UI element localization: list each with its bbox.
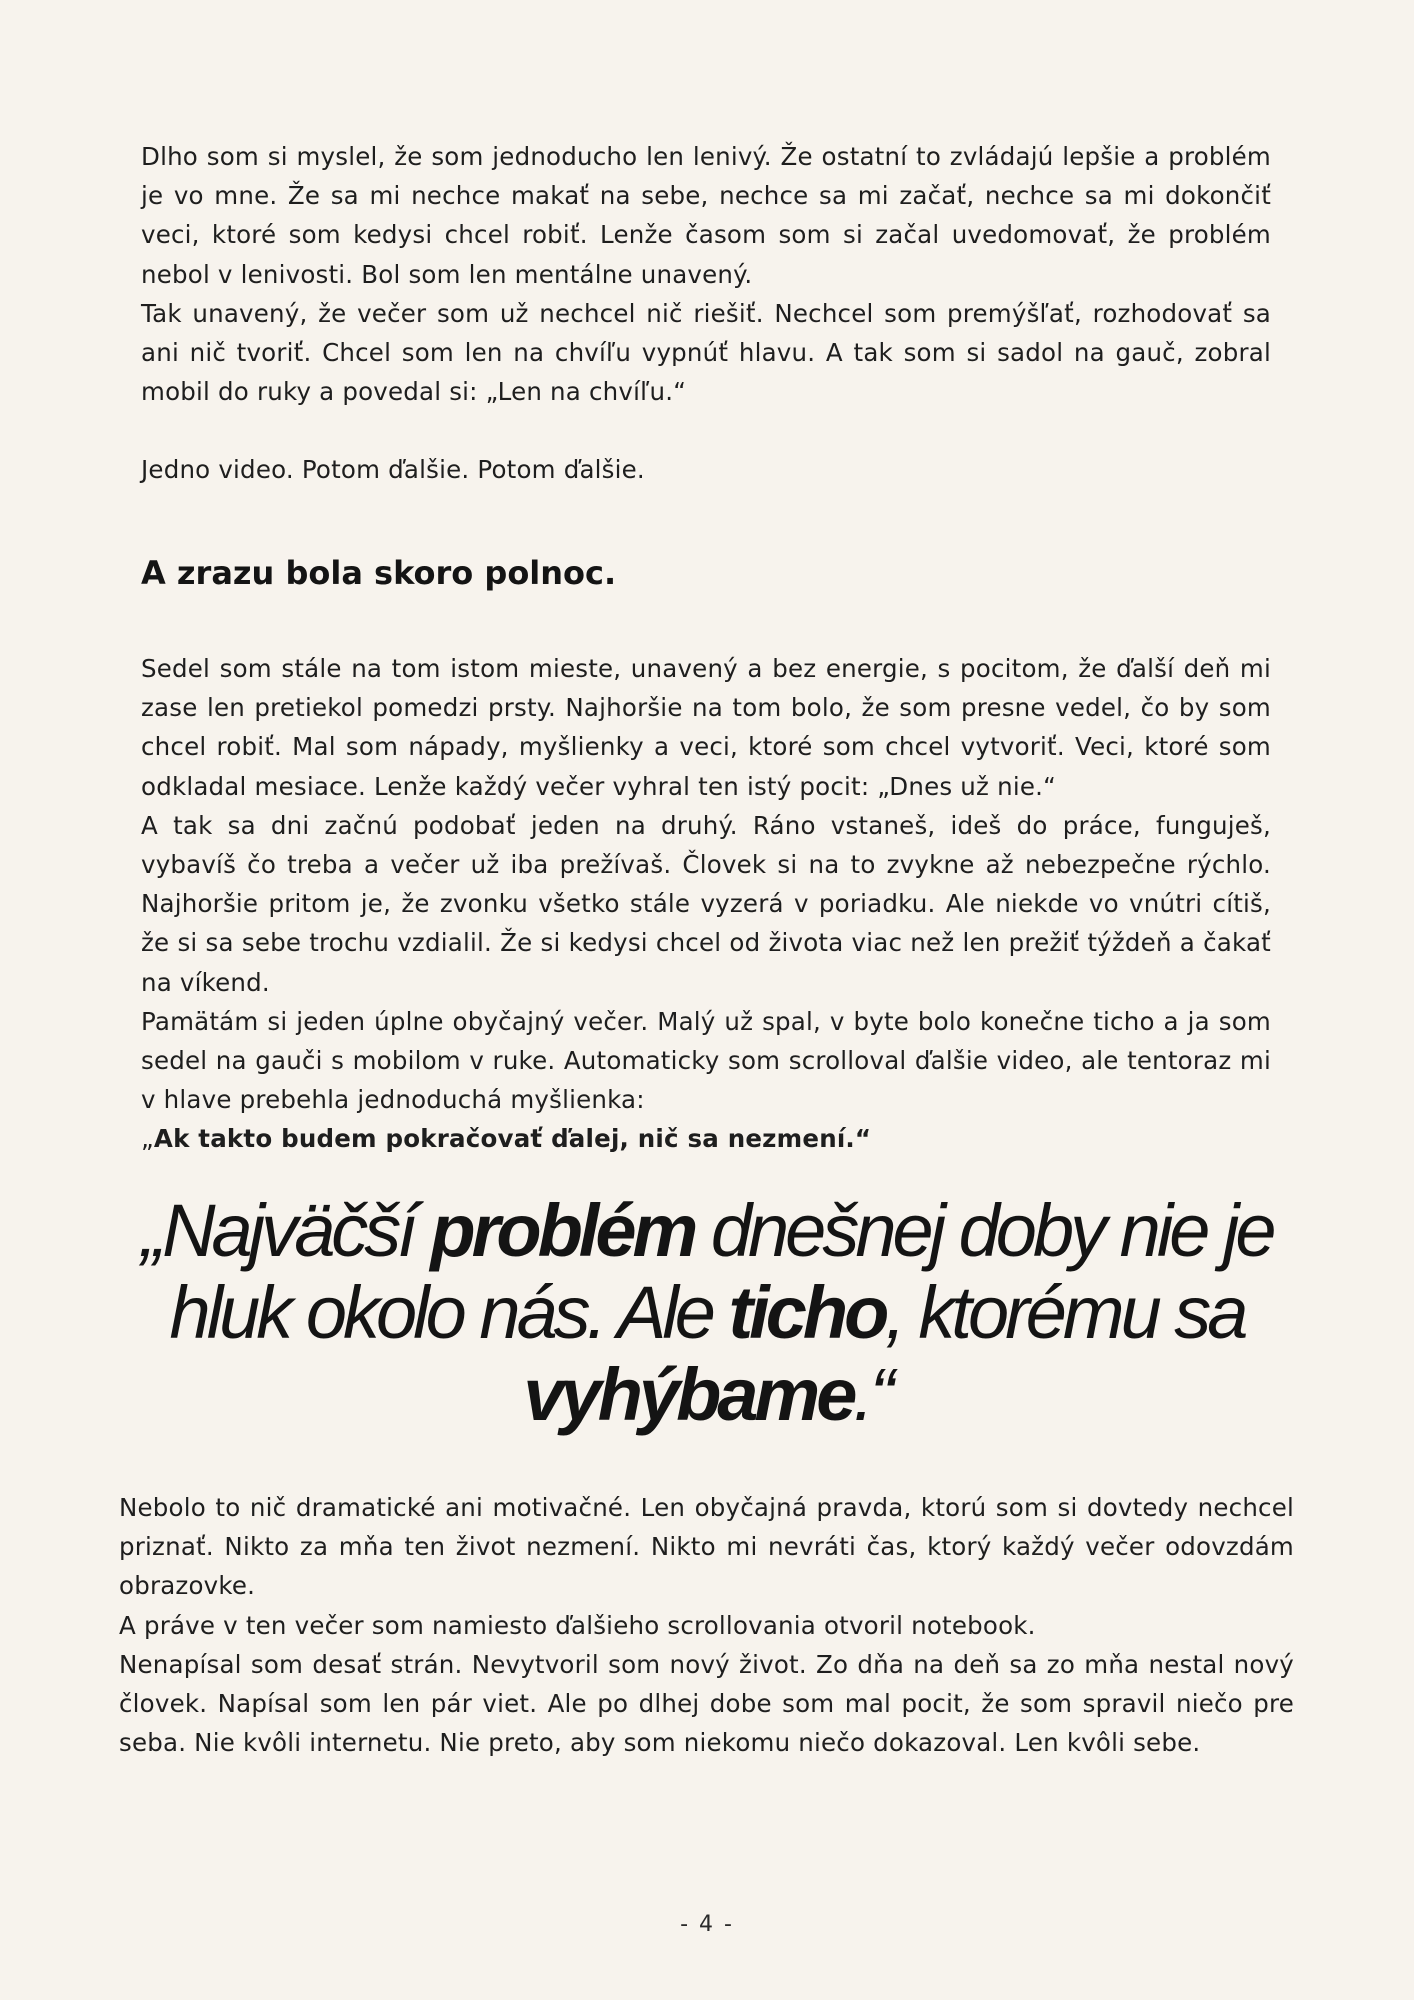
page-number: - 4 - [680, 1912, 734, 1937]
paragraph: Pamätám si jeden úplne obyčajný večer. Malý už spal, v byte bolo konečne ticho a ja som sedel na gauči s mobilom v ruke. Automaticky som scrolloval ďalšie video, ale tentoraz mi v hlave prebehla jednoduchá myšlienka: [141, 1006, 1271, 1115]
paragraph: Nebolo to nič dramatické ani motivačné. Len obyčajná pravda, ktorú som si dovtedy nechcel priznať. Nikto za mňa ten život nezmení. Nikto mi nevráti čas, ktorý každý večer odovzdám obrazovke. [119, 1493, 1294, 1601]
closing-text-block [119, 1488, 1294, 1762]
intro-text-block [141, 137, 1271, 411]
quote-text: , ktorému sa [885, 1271, 1245, 1354]
paragraph-videos: Jedno video. Potom ďalšie. Potom ďalšie. [141, 455, 645, 484]
quote-text: dnešnej doby nie je hluk okolo nás. Ale [169, 1189, 1273, 1354]
paragraph: Sedel som stále na tom istom mieste, unavený a bez energie, s pocitom, že ďalší deň mi zase len pretiekol pomedzi prsty. Najhoršie na tom bolo, že som presne vedel, čo by som chcel robiť. Mal som nápady, myšlienky a veci, ktoré som chcel vytvoriť. Veci, ktoré som odkladal mesiace. Lenže každý večer vyhral ten istý pocit: „Dnes už nie.“ [141, 654, 1271, 801]
bold-quote-text: Ak takto budem pokračovať ďalej, nič sa nezmení.“ [153, 1124, 872, 1154]
quote-text: .“ [853, 1353, 891, 1436]
quote-bold-word: ticho [728, 1271, 886, 1354]
section-heading: A zrazu bola skoro polnoc. [141, 554, 617, 592]
story-text-block [141, 649, 1271, 1159]
paragraph: Nenapísal som desať strán. Nevytvoril som nový život. Zo dňa na deň sa zo mňa nestal nový človek. Napísal som len pár viet. Ale po dlhej dobe som mal pocit, že som spravil niečo pre seba. Nie kvôli internetu. Nie preto, aby som niekomu niečo dokazoval. Len kvôli sebe. [119, 1649, 1294, 1758]
pull-quote [110, 1190, 1304, 1436]
paragraph: Dlho som si myslel, že som jednoducho len lenivý. Že ostatní to zvládajú lepšie a problém je vo mne. Že sa mi nechce makať na sebe, nechce sa mi začať, nechce sa mi dokončiť veci, ktoré som kedysi chcel robiť. Lenže časom som si začal uvedomovať, že problém nebol v lenivosti. Bol som len mentálne unavený. [141, 142, 1271, 289]
quote-text: „Najväčší [141, 1189, 431, 1272]
quote-open-mark: „ [141, 1124, 154, 1154]
paragraph: A tak sa dni začnú podobať jeden na druhý. Ráno vstaneš, ideš do práce, funguješ, vybavíš čo treba a večer už iba prežívaš. Človek si na to zvykne až nebezpečne rýchlo. Najhoršie pritom je, že zvonku všetko stále vyzerá v poriadku. Ale niekde vo vnútri cítiš, že si sa sebe trochu vzdialil. Že si kedysi chcel od života viac než len prežiť týždeň a čakať na víkend. [141, 810, 1271, 997]
quote-bold-word: vyhýbame [523, 1353, 854, 1436]
bold-quote-line [141, 1119, 1271, 1158]
paragraph: A práve v ten večer som namiesto ďalšieho scrollovania otvoril notebook. [119, 1610, 1036, 1640]
quote-bold-word: problém [430, 1189, 695, 1272]
paragraph: Tak unavený, že večer som už nechcel nič riešiť. Nechcel som premýšľať, rozhodovať sa ani nič tvoriť. Chcel som len na chvíľu vypnúť hlavu. A tak som si sadol na gauč, zobral mobil do ruky a povedal si: „Len na chvíľu.“ [141, 298, 1271, 407]
